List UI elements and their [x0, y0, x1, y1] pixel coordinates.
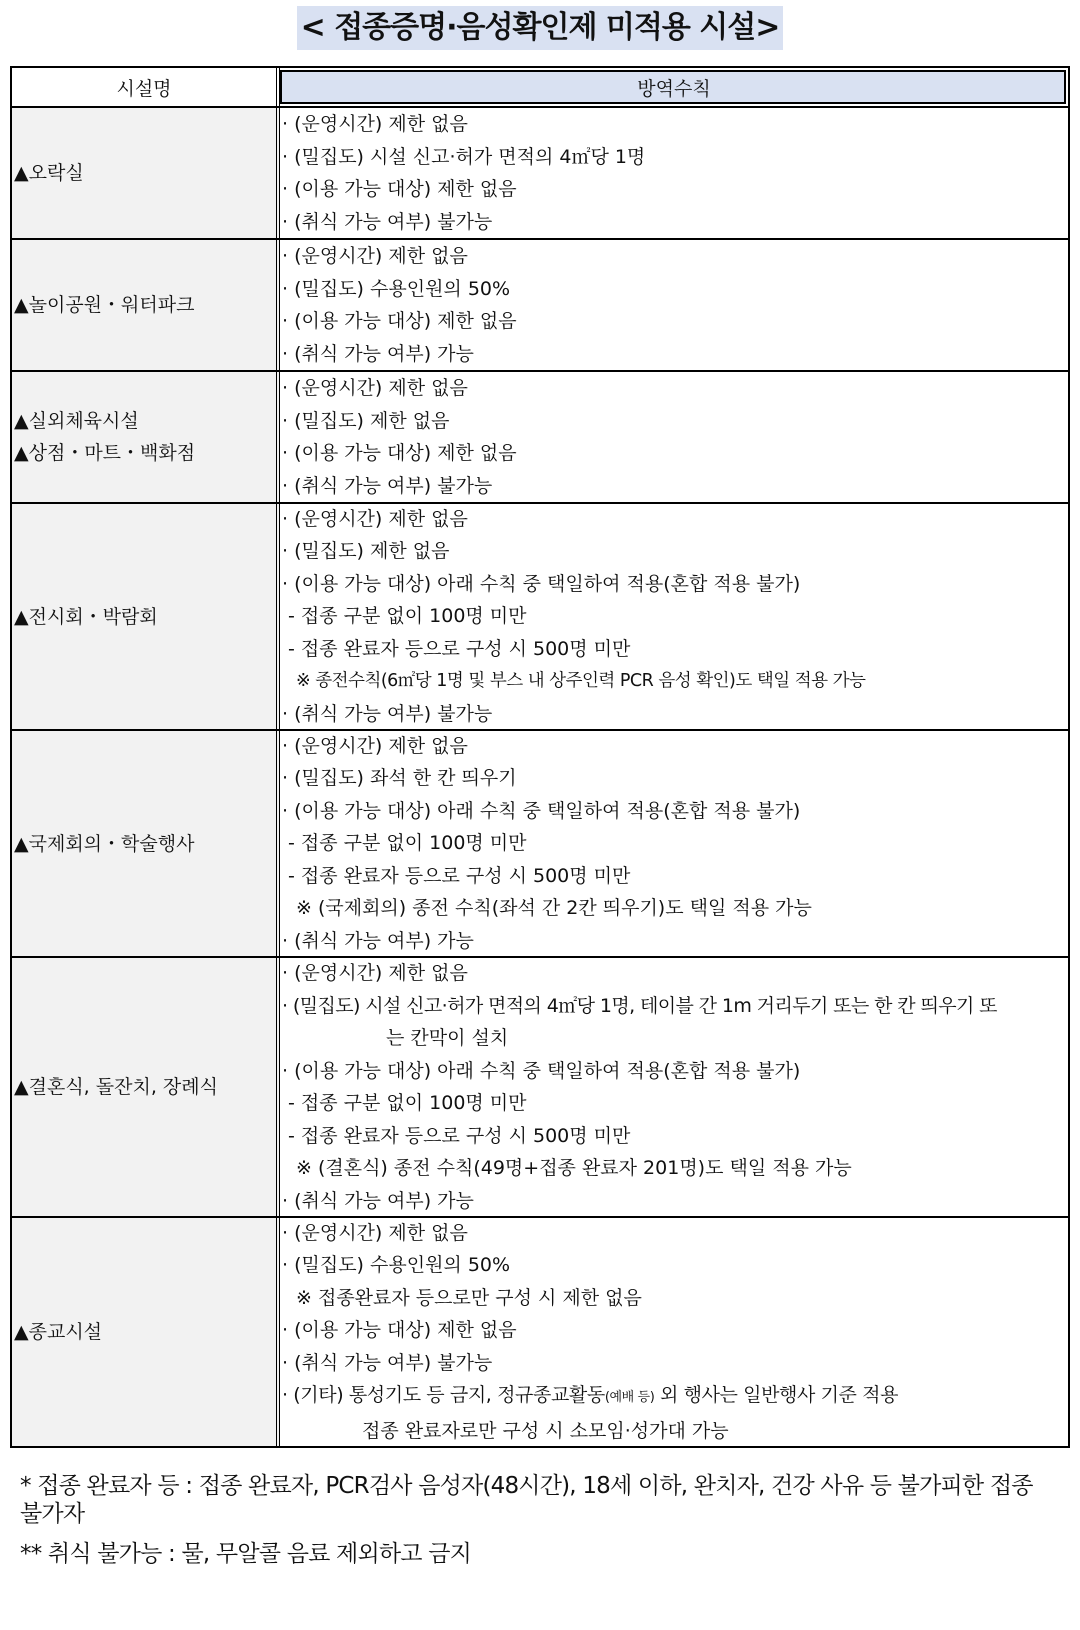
facility-name: ▲실외체육시설 — [14, 410, 139, 432]
header-rules: 방역수칙 — [280, 70, 1066, 104]
facility-name-cell — [12, 958, 280, 1216]
rule-line: · (운영시간) 제한 없음 — [282, 113, 468, 135]
rule-line: · (이용 가능 대상) 제한 없음 — [282, 310, 517, 332]
facility-name: ▲놀이공원・워터파크 — [14, 294, 195, 316]
facility-name-cell — [12, 108, 280, 238]
rules-cell — [280, 731, 1068, 956]
rule-line: · (밀집도) 좌석 한 칸 띄우기 — [282, 767, 517, 790]
rule-line: · (이용 가능 대상) 제한 없음 — [282, 178, 517, 200]
rule-note: ※ (국제회의) 종전 수칙(좌석 간 2칸 띄우기)도 택일 적용 가능 — [296, 897, 812, 920]
table-row — [12, 372, 1068, 504]
facility-name-cell — [12, 731, 280, 956]
page-title: < 접종증명·음성확인제 미적용 시설> — [297, 6, 784, 50]
facility-name: ▲종교시설 — [14, 1321, 103, 1343]
rule-line: · (취식 가능 여부) 가능 — [282, 1189, 474, 1212]
rule-line: · (밀집도) 제한 없음 — [282, 540, 450, 563]
facility-name: ▲국제회의・학술행사 — [14, 832, 195, 855]
rule-line: - 접종 구분 없이 100명 미만 — [288, 1092, 527, 1114]
rule-note: ※ 종전수칙(6㎡당 1명 및 부스 내 상주인력 PCR 음성 확인)도 택일 적용 가능 — [296, 671, 866, 692]
rule-note: ※ 접종완료자 등으로만 구성 시 제한 없음 — [296, 1286, 642, 1309]
facility-name: ▲상점・마트・백화점 — [14, 442, 196, 464]
rules-cell — [280, 240, 1068, 370]
facility-name: ▲오락실 — [14, 162, 84, 184]
facility-name-cell — [12, 240, 280, 370]
facility-name: ▲전시회・박람회 — [14, 605, 158, 628]
rule-line: · (운영시간) 제한 없음 — [282, 962, 468, 984]
table-header-row — [12, 68, 1068, 108]
table-row — [12, 731, 1068, 958]
rule-line: · (밀집도) 수용인원의 50% — [282, 277, 511, 300]
rule-line: - 접종 구분 없이 100명 미만 — [288, 605, 527, 628]
facility-rules-table — [10, 66, 1070, 1448]
footnote-no-eating: ** 취식 불가능 : 물, 무알콜 음료 제외하고 금지 — [20, 1541, 472, 1567]
rule-line: · (운영시간) 제한 없음 — [282, 734, 468, 757]
rule-line: · (이용 가능 대상) 제한 없음 — [282, 442, 517, 464]
rules-cell — [280, 958, 1068, 1216]
rules-cell — [280, 372, 1068, 502]
rule-line: · (취식 가능 여부) 불가능 — [282, 474, 493, 497]
facility-name-cell — [12, 1218, 280, 1446]
header-facility-name: 시설명 — [12, 68, 280, 106]
rule-line: - 접종 완료자 등으로 구성 시 500명 미만 — [288, 1124, 631, 1147]
table-row — [12, 504, 1068, 731]
rule-line: - 접종 완료자 등으로 구성 시 500명 미만 — [288, 864, 631, 887]
rule-line: · (취식 가능 여부) 가능 — [282, 929, 474, 952]
rule-line: · (밀집도) 제한 없음 — [282, 409, 450, 432]
rule-line: · (이용 가능 대상) 아래 수칙 중 택일하여 적용(혼합 적용 불가) — [282, 1059, 801, 1082]
footnote-vaccinated-definition: * 접종 완료자 등 : 접종 완료자, PCR검사 음성자(48시간), 18세 이하, 완치자, 건강 사유 등 불가피한 접종 불가자 — [20, 1473, 1033, 1527]
rule-line: - 접종 구분 없이 100명 미만 — [288, 832, 527, 855]
rule-line: · (운영시간) 제한 없음 — [282, 377, 468, 399]
rule-line: · (밀집도) 시설 신고·허가 면적의 4㎡당 1명 — [282, 145, 646, 168]
rules-cell — [280, 504, 1068, 729]
rule-line: · (밀집도) 수용인원의 50% — [282, 1254, 511, 1277]
rule-line — [282, 1379, 1068, 1415]
table-row — [12, 958, 1068, 1218]
rule-line: · (이용 가능 대상) 제한 없음 — [282, 1319, 517, 1342]
rules-cell — [280, 108, 1068, 238]
rule-line: · (밀집도) 시설 신고·허가 면적의 4㎡당 1명, 테이블 간 1m 거리두기 또는 한 칸 띄우기 또 — [282, 994, 997, 1017]
title-wrap — [0, 6, 1080, 50]
rule-line: · (취식 가능 여부) 불가능 — [282, 210, 493, 233]
facility-name: ▲결혼식, 돌잔치, 장례식 — [14, 1076, 218, 1098]
rule-line: · (취식 가능 여부) 불가능 — [282, 702, 493, 725]
rule-line: · (운영시간) 제한 없음 — [282, 507, 468, 530]
rule-note: ※ (결혼식) 종전 수칙(49명+접종 완료자 201명)도 택일 적용 가능 — [296, 1157, 852, 1179]
rule-line: · (운영시간) 제한 없음 — [282, 1221, 468, 1244]
table-row — [12, 108, 1068, 240]
facility-name-cell — [12, 504, 280, 729]
rule-line: · (취식 가능 여부) 불가능 — [282, 1351, 493, 1374]
rule-line-continued: 접종 완료자로만 구성 시 소모임·성가대 가능 — [362, 1419, 729, 1442]
table-row — [12, 240, 1068, 372]
rule-line: · (이용 가능 대상) 아래 수칙 중 택일하여 적용(혼합 적용 불가) — [282, 572, 801, 595]
rule-line-continued: 는 칸막이 설치 — [386, 1027, 509, 1049]
rule-line: · (취식 가능 여부) 가능 — [282, 342, 474, 365]
rule-text: 외 행사는 일반행사 기준 적용 — [654, 1384, 899, 1407]
rule-line: · (운영시간) 제한 없음 — [282, 245, 468, 267]
table-row — [12, 1218, 1068, 1446]
facility-name-cell — [12, 372, 280, 502]
rule-text-small: (예배 등) — [604, 1390, 655, 1406]
rule-text: · (기타) 통성기도 등 금지, 정규종교활동 — [282, 1384, 605, 1407]
rule-line: - 접종 완료자 등으로 구성 시 500명 미만 — [288, 637, 631, 660]
rules-cell — [280, 1218, 1068, 1446]
rule-line: · (이용 가능 대상) 아래 수칙 중 택일하여 적용(혼합 적용 불가) — [282, 799, 801, 822]
